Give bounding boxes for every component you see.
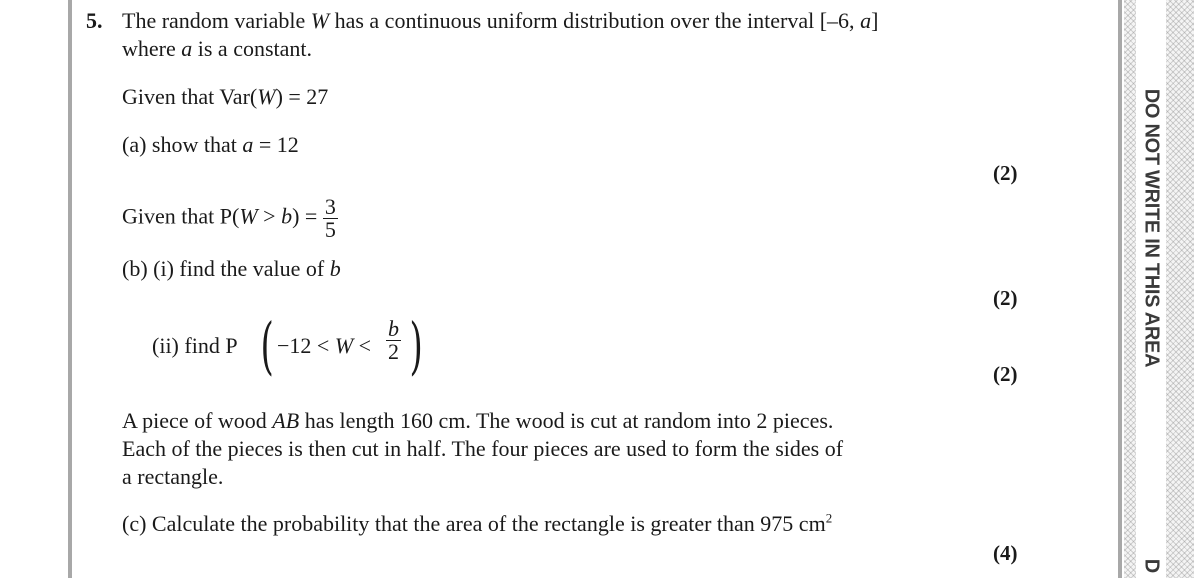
part-c-text: (c) Calculate the probability that the area of the rectangle is greater than 975 $cm^2$ (122, 510, 833, 536)
right-border (1118, 0, 1122, 578)
part-b-ii-mark: (2) (993, 362, 1018, 386)
wood-line-3: a rectangle. (122, 464, 224, 489)
intro-line-2: where a is a constant. (122, 36, 313, 61)
fraction-three-fifths: $\frac{3}{5}$ (324, 194, 336, 242)
part-c-mark: (4) (993, 541, 1018, 565)
part-a-mark: (2) (993, 161, 1018, 185)
part-a-text: (a) show that a = 12 (122, 132, 299, 157)
fraction-b-over-2: $\frac{b}{2}$ (388, 316, 399, 364)
part-b-i-text: (b) (i) find the value of b (122, 256, 341, 281)
part-b-i-mark: (2) (993, 286, 1018, 310)
right-parenthesis: ) (409, 309, 423, 382)
intro-line-1: The random variable W has a continuous uniform distribution over the interval [–6, a] (122, 8, 879, 33)
left-border (68, 0, 72, 578)
part-b-ii-inequality: −12 < W < (277, 333, 372, 358)
wood-line-2: Each of the pieces is then cut in half. The four pieces are used to form the sides of (122, 436, 844, 461)
part-b-ii-label: (ii) find P (152, 333, 238, 358)
wood-line-1: A piece of wood AB has length 160 cm. The wood is cut at random into 2 pieces. (122, 408, 834, 433)
question-number: 5. (86, 8, 103, 33)
given-probability: Given that P(W > b) = $\frac{3}{5}$ (122, 194, 336, 242)
given-variance: Given that Var(W) = 27 (122, 84, 329, 109)
do-not-write-label: DO NOT WRITE IN THIS AREA (1140, 88, 1163, 368)
do-not-write-label-continued: D (1140, 558, 1163, 574)
left-parenthesis: ( (260, 309, 274, 382)
